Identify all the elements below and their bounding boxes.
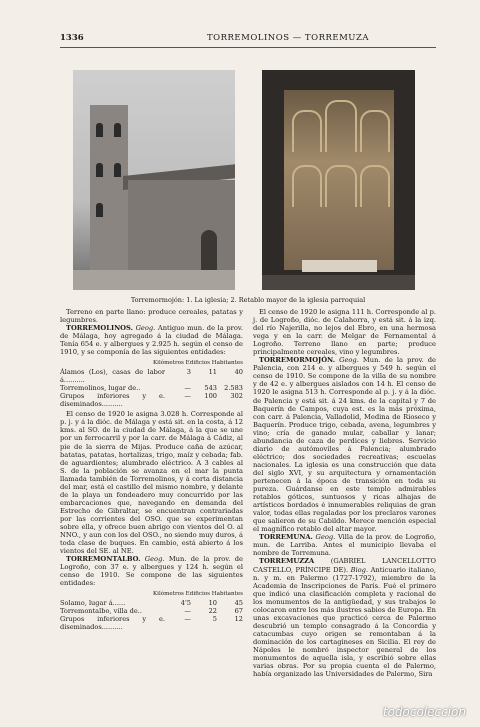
table-row: Grupos inferiores y e. diseminados.......... — 5 12: [60, 615, 243, 632]
entry-text: Villa de la prov. de Logroño, mun. de Larriba. Antes el municipio llevaba el nombre de Torremuna.: [253, 533, 436, 558]
table-header: Kilómetros Edificios Habitantes: [153, 591, 243, 598]
church-photo: [73, 70, 235, 290]
entry-title: TORREMUNA.: [259, 533, 313, 542]
page-number: 1336: [60, 33, 84, 43]
right-column: El censo de 1920 le asigna 111 h. Corresponde al p. j. de Logroño, dióc. de Calahorra, y está sit. á la izq. del río Najerilla, no lejos del Ebro, en una hermosa vega y en la carr. de Melgar de Fernamental á Logroño. Terreno llano en parte; produce principalmente cereales, vino y legumbres. TORREMORMOJÓN. Geog. Mun. de la prov. de Palencia, con 214 e. y albergues y 549 h. según el censo de 1910. Se compone de la villa de su nombre y de 42 e. y albergues aislados con 14 h. El censo de 1920 le asigna 513 h. Corresponde al p. j. y á la dióc. de Palencia y está sit. á 24 kms. de la capital y 7 de Baquerín de Campos, cuya est. es la más próxima, con carr. á Palencia, Valladolid, Medina de Rioseco y Baquerín. Produce trigo, cebada, avena, legumbres y vino; cría de ganado mular, caballar y lanar; abundancia de caza de perdices y liebres. Servicio diario de autómoviles á Palencia; alumbrado eléctrico; dos sociedades recreativas; escuelas nacionales. La iglesia es una construcción que data del siglo XVI, y su arquitectura y ornamentación pertenecen á la época de transición en toda su pureza. Guárdanse en este templo admirables retablos góticos, suntuosos y ricas alhajas de artísticos bordados é innumerables reliquias de gran valor, todas ellas regaladas por los preclaros varones que salieron de su Cabildo. Merece mención especial el magnífico retablo del altar mayor. TORREMUNA. Geog. Villa de la prov. de Logroño, mun. de Larriba. Antes el municipio llevaba el nombre de Torremuna. TORREMUZZA (GABRIEL LANCELLOTTO CASTELLO, PRÍNCIPE DE). Biog. Anticuario italiano, n. y m. en Palermo (1727-1792), miembro de la Academia de Inscripciones de París. Fué el primero que indicó una clasificación completa y racional de los monumentos de la antigüedad, y sus trabajos le colocaron entre los más ilustres sabios de Europa. En unas excavaciones que practicó cerca de Palermo descubrió un templo consagrado á la Concordia y catacumbas cuyo origen se remontaban á la dominación de los cartagineses en Sicilia. El rey de Nápoles le nombró inspector general de los monumentos de aquella isla, y escribió sobre ellas varias obras. Por su propia cuenta el de Palermo, había organizado las Universidades de Palermo, Sira: [253, 308, 436, 679]
altarpiece-photo: [262, 70, 415, 290]
entry-title: TORREMUZZA: [259, 557, 315, 566]
table-row: Torremolinos, lugar de.. — 543 2.583: [60, 384, 243, 393]
table-row: Torremontalbo, villa de.. — 22 67: [60, 607, 243, 616]
running-title: TORREMOLINOS — TORREMUZA: [206, 33, 369, 43]
church-nave: [128, 180, 235, 275]
entry-title: TORREMOLINOS.: [66, 324, 133, 333]
table-row: Grupos inferiores y e. diseminados.......... — 100 302: [60, 392, 243, 409]
paragraph: Terreno en parte llano: produce cereales, patatas y legumbres.: [60, 308, 243, 325]
entry-title: TORREMONTALBO.: [66, 555, 141, 564]
figure-caption: Torremormojón: 1. La iglesia; 2. Retablo mayor de la iglesia parroquial: [130, 296, 366, 304]
paragraph: El censo de 1920 le asigna 3.028 h. Corresponde al p. j. y á la dióc. de Málaga y está sit. en la costa, á 12 kms. al SO. de la ciudad de Málaga, á la que se une por un ferrocarril y por la carr. de Málaga á Cádiz, al pie de la sierra de Mijas. Produce caña de azúcar, batatas, patatas, hortalizas, trigo, maíz y cebada; fab. de aguardientes; alumbrado eléctrico. A 3 cables al S. de la población se avanza en el mar la punta llamada también de Torremolinos, y á corta distancia del mar, está el castillo del mismo nombre, y delante de la playa un fondeadero muy concurrido por las embarcaciones que, navegando en demanda del Estrecho de Gibraltar, se encuentran contrariadas por las corrientes del OSO. que se experimentan sobre ella, y ofrece buen abrigo con vientos del O. al NNO., y aun con los del OSO., no siendo muy duros, á toda clase de buques. En cambio, está abierto á los vientos del SE. al NE.: [60, 410, 243, 556]
table-row: Solamo, lugar á...... 4'5 10 45: [60, 599, 243, 608]
paragraph: El censo de 1920 le asigna 111 h. Corresponde al p. j. de Logroño, dióc. de Calahorra, y está sit. á la izq. del río Najerilla, no lejos del Ebro, en una hermosa vega y en la carr. de Melgar de Fernamental á Logroño. Terreno llano en parte; produce principalmente cereales, vino y legumbres.: [253, 308, 436, 357]
entry-text: Anticuario italiano, n. y m. en Palermo (1727-1792), miembro de la Academia de Inscripciones de París. Fué el primero que indicó una clasificación completa y racional de los monumentos de la antigüedad, y sus trabajos le colocaron entre los más ilustres sabios de Europa. En unas excavaciones que practicó cerca de Palermo descubrió un templo consagrado á la Concordia y catacumbas cuyo origen se remontaban á la dominación de los cartagineses en Sicilia. El rey de Nápoles le nombró inspector general de los monumentos de aquella isla, y escribió sobre ellas varias obras. Por su propia cuenta el de Palermo, había organizado las Universidades de Palermo, Sira: [253, 565, 436, 679]
left-column: Terreno en parte llano: produce cereales, patatas y legumbres. TORREMOLINOS. Geog. Antiguo mun. de la prov. de Málaga, hoy agregado á la ciudad de Málaga. Tenía 654 e. y albergues y 2.925 h. según el censo de 1910, y se componía de las siguientes entidades: Kilómetros Edificios Habitantes Álamos (Los), casas de labor á.......... 3 11 40 Torremolinos, lugar de.. — 543 2.583 Grupos inferiores y e. diseminados.......... — 100 302 El censo de 1920 le asigna 3.028 h. Corresponde al p. j. y á la dióc. de Málaga y está sit. en la costa, á 12 kms. al SO. de la ciudad de Málaga, á la que se une por un ferrocarril y por la carr. de Málaga á Cádiz, al pie de la sierra de Mijas. Produce caña de azúcar, batatas, patatas, hortalizas, trigo, maíz y cebada; fab. de aguardientes; alumbrado eléctrico. A 3 cables al S. de la población se avanza en el mar la punta llamada también de Torremolinos, y á corta distancia del mar, está el castillo del mismo nombre, y delante de la playa un fondeadero muy concurrido por las embarcaciones que, navegando en demanda del Estrecho de Gibraltar, se encuentran contrariadas por las corrientes del OSO. que se experimentan sobre ella, y ofrece buen abrigo con vientos del O. al NNO., y aun con los del OSO., no siendo muy duros, á toda clase de buques. En cambio, está abierto á los vientos del SE. al NE. TORREMONTALBO. Geog. Mun. de la prov. de Logroño, con 37 e. y albergues y 124 h. según el censo de 1910. Se compone de las siguientes entidades: Kilómetros Edificios Habitantes Solamo, lugar á...... 4'5 10 45 Torremontalbo, villa de.. — 22 67 Grupos inferiores y e. diseminados.......... — 5 12: [60, 308, 243, 632]
page-header: [60, 33, 436, 47]
table-row: Álamos (Los), casas de labor á.......... 3 11 40: [60, 368, 243, 385]
watermark: todocoleccion: [382, 705, 466, 719]
entry-title: TORREMORMOJÓN.: [259, 356, 336, 365]
entry-text: Antiguo mun. de la prov. de Málaga, hoy agregado á la ciudad de Málaga. Tenía 654 e. y albergues y 2.925 h. según el censo de 1910, y se componía de las siguientes entidades:: [60, 324, 243, 357]
entry-text: Mun. de la prov. de Palencia, con 214 e. y albergues y 549 h. según el censo de 1910. Se compone de la villa de su nombre y de 42 e. y albergues aislados con 14 h. El censo de 1920 le asigna 513 h. Corresponde al p. j. y á la dióc. de Palencia y está sit. á 24 kms. de la capital y 7 de Baquerín de Campos, cuya est. es la más próxima, con carr. á Palencia, Valladolid, Medina de Rioseco y Baquerín. Produce trigo, cebada, avena, legumbres y vino; cría de ganado mular, caballar y lanar; abundancia de caza de perdices y liebres. Servicio diario de autómoviles á Palencia; alumbrado eléctrico; dos sociedades recreativas; escuelas nacionales. La iglesia es una construcción que data del siglo XVI, y su arquitectura y ornamentación pertenecen á la época de transición en toda su pureza. Guárdanse en este templo admirables retablos góticos, suntuosos y ricas alhajas de artísticos bordados é innumerables reliquias de gran valor, todas ellas regaladas por los preclaros varones que salieron de su Cabildo. Merece mención especial el magnífico retablo del altar mayor.: [253, 356, 436, 534]
header-rule: [60, 47, 436, 48]
entry-text: Mun. de la prov. de Logroño, con 37 e. y albergues y 124 h. según el censo de 1910. Se compone de las siguientes entidades:: [60, 555, 243, 588]
table-header: Kilómetros Edificios Habitantes: [153, 360, 243, 367]
church-door: [201, 230, 217, 270]
